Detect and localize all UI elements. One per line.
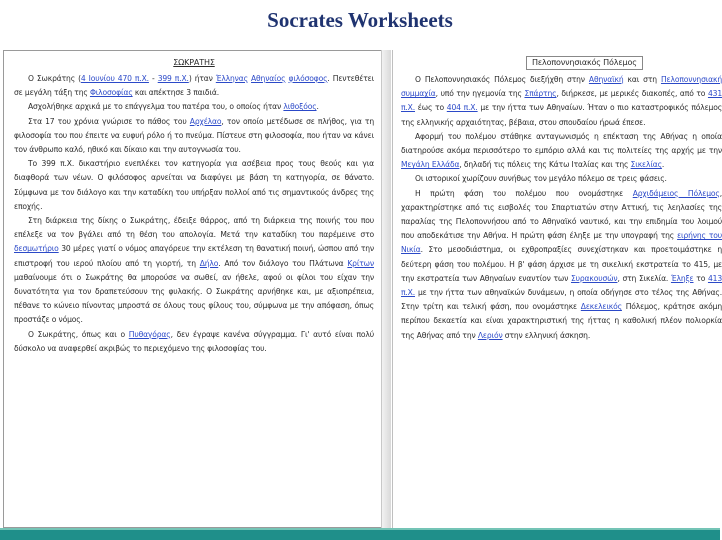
paragraph-text: . — [661, 160, 665, 170]
paragraph-text: 30 μέρες γιατί ο νόμος απαγόρευε την εκτέλεση τη θανατική ποινή, ώσπου από την επιστροφή του ιερού πλοίου από τη γιορτή, τη — [14, 244, 374, 268]
document-heading: ΣΩΚΡΑΤΗΣ — [173, 58, 215, 67]
paragraph-text: στην ελληνική άσκηση. — [502, 330, 591, 340]
hyperlink[interactable]: λιθοξόος — [283, 102, 317, 112]
paragraph-text: , δηλαδή τις πόλεις της Κάτω Ιταλίας και της — [459, 160, 631, 170]
hyperlink[interactable]: Δεκελεικός — [580, 302, 622, 312]
scrollbar-gutter[interactable] — [381, 50, 391, 528]
paragraph-text: έως το — [415, 103, 447, 113]
paragraph-text: , διήρκεσε, με μερικές διακοπές, από το — [556, 89, 708, 99]
hyperlink[interactable]: Έλληνας — [215, 74, 248, 83]
hyperlink[interactable]: 4 Ιουνίου 470 π.Χ. — [80, 74, 149, 83]
paragraph-text: Αφορμή του πολέμου στάθηκε ανταγωνισμός η επέκταση της Αθήνας η οποία διατηρούσε ακόμα περισσότερο το εμπόριο αλλά και τις πολιτείες της αρχής με την — [401, 131, 722, 156]
hyperlink[interactable]: δεσμωτήριο — [14, 244, 59, 254]
paragraph-text: με την ήττα των αθηναϊκών δυνάμεων, η οποία οδήγησε στο τέλος της Αθήνας. Στην τρίτη και τελική φάση, που ονομάστηκε — [401, 288, 722, 312]
hyperlink[interactable]: Συρακουσών — [570, 273, 618, 283]
hyperlink[interactable]: ειρήνης του Νικία — [401, 231, 722, 255]
paragraph — [401, 130, 722, 173]
hyperlink[interactable]: Αρχιδάμειος Πόλεμος — [632, 188, 720, 198]
paragraph-text: . Από τον διάλογο του Πλάτωνα — [218, 258, 348, 268]
paragraph-text: Στα 17 του χρόνια γνώρισε το πάθος του — [28, 116, 190, 126]
paragraph-text: με την ήττα των Αθηναίων. Ήταν ο πιο καταστροφικός πόλεμος της ελληνικής αρχαιότητας, βέβαια, στου σπουδαίου ήρωά έπεσε. — [401, 103, 722, 127]
hyperlink[interactable]: 399 π.Χ. — [157, 74, 189, 83]
hyperlink[interactable]: Λεριόν — [477, 330, 503, 340]
paragraph — [14, 100, 374, 114]
paragraph-text: το — [693, 273, 708, 283]
hyperlink[interactable]: Κρίτων — [347, 258, 374, 268]
slide-title: Socrates Worksheets — [267, 8, 453, 32]
hyperlink[interactable]: Μεγάλη Ελλάδα — [401, 160, 460, 170]
paragraph-text: Ο Σωκράτης, όπως και ο — [28, 329, 129, 339]
hyperlink[interactable]: Πυθαγόρας — [128, 329, 171, 339]
hyperlink[interactable]: Αθηναϊκή — [588, 75, 624, 84]
paragraph-text: , στη Σικελία. — [617, 273, 671, 283]
paragraph-text: ) ήταν — [188, 74, 216, 83]
paragraph-text: και στη — [623, 75, 661, 84]
paragraph-text: μαθαίνουμε ότι ο Σωκράτης θα μπορούσε να σωθεί, αν ήθελε, αφού οι φίλοι του είχαν την δυνατότητα για τον δραπετεύσουν της φυλακής. Ο Σωκράτης αρνήθηκε και, με αξιοπρέπεια, πέθανε το κώνειο πίνοντας μπροστά σε όλους τους φίλους του, σύμφωνα με την απόφαση, όπως προστάζε ο νόμος. — [14, 272, 374, 325]
paragraph-text: , τον οποίο μετέδωσε σε πλήθος, για τη φιλοσοφία του που έπειτε να ευφυή ρόλο ή το πνεύμα. Πίστευε στη φιλοσοφία, που ήταν να κάνει τον άνθρωπο καλό, ηθικό και δίκαιο και την αυτογνωσία του. — [14, 116, 374, 155]
paragraph-text: Ο Πελοποννησιακός Πόλεμος διεξήχθη στην — [415, 75, 589, 84]
paragraph — [14, 157, 374, 214]
paragraph-text: - — [148, 74, 158, 83]
paragraph — [14, 328, 374, 356]
hyperlink[interactable]: 413 π.Χ. — [401, 273, 722, 298]
hyperlink[interactable]: Πελοποννησιακή συμμαχία — [401, 75, 722, 99]
hyperlink[interactable]: 404 π.Χ. — [446, 103, 478, 113]
hyperlink[interactable]: φιλόσοφος — [288, 74, 328, 83]
paragraph-text: Πόλεμος, κράτησε ακόμη περίπου δεκαετία και είναι χαρακτηριστική της ήττας η καθολική πλέον πολιορκία της Αθήνας από την — [401, 302, 722, 340]
paragraph-text: , δεν έγραψε κανένα σύγγραμμα. Γι' αυτό είναι πολύ δύσκολο να αναφερθεί ακριβώς το περιεχόμενο της φιλοσοφίας του. — [14, 329, 374, 353]
bottom-accent-bar — [0, 528, 720, 540]
hyperlink[interactable]: Αθηναίος — [251, 74, 286, 83]
paragraph-text: . — [316, 102, 319, 112]
hyperlink[interactable]: Αρχέλαο — [189, 116, 222, 126]
right-document-panel[interactable] — [392, 50, 722, 528]
paragraph-text: Στη διάρκεια της δίκης ο Σωκράτης, έδειξε θάρρος, από τη διάρκεια της ποινής του που επέλεξε να τον βγάλει από τη θέση του απολογία. Μετά την καταδίκη του παρέμεινε στο — [14, 216, 374, 240]
paragraph — [14, 214, 374, 328]
paragraph-text: Οι ιστορικοί χωρίζουν συνήθως τον μεγάλο πόλεμο σε τρεις φάσεις. — [415, 174, 667, 184]
paragraph-text: Ο Σωκράτης ( — [28, 74, 81, 83]
left-document-panel[interactable] — [3, 50, 385, 528]
paragraph-text: και απέκτησε 3 παιδιά. — [132, 88, 219, 98]
hyperlink[interactable]: Σπάρτης — [524, 89, 557, 99]
paragraph — [14, 72, 374, 100]
hyperlink[interactable]: Δήλο — [199, 258, 219, 268]
paragraph — [401, 172, 722, 186]
hyperlink[interactable]: 431 π.Χ. — [401, 89, 722, 113]
paragraph-text: Η πρώτη φάση του πολέμου που ονομάστηκε — [415, 188, 633, 198]
paragraph-text: , χαρακτηρίστηκε από τις εισβολές του Σπαρτιατών στην Αττική, τις λεηλασίες της παραλίας της Πελοποννήσου από το Αθηναϊκό ναυτικό, και την επιδημία του λοιμού που αποδεκάτισε την Αθήνα. Η πρώτη φάση έληξε με την υπογραφή της — [401, 188, 722, 241]
document-heading: Πελοποννησιακός Πόλεμος — [526, 56, 643, 70]
paragraph-text: Ασχολήθηκε αρχικά με το επάγγελμα του πατέρα του, ο οποίος ήταν — [28, 102, 284, 112]
paragraph-text: . Πεντεθέτει σε μεγάλη τάξη της — [14, 74, 374, 98]
paragraph-text: Το 399 π.Χ. δικαστήριο ενεπλέκει τον κατηγορία για ασέβεια προς τους θεούς και για διαφθορά των νέων. Ο φιλόσοφος αρνείται να διαφύγει με βάση τη κατηγορία, σε θάνατο. Σύμφωνα με τον διάλογο και την καταδίκη του υπήρξαν πολλοί από τις σημαντικούς άνδρες της εποχής. — [14, 159, 374, 211]
paragraph-text: . Στο μεσοδιάστημα, οι εχθροπραξίες συνεχίστηκαν και προετοιμάστηκε η δεύτερη φάση του πολέμου. Η β' φάση άρχισε με τη σικελική εκστρατεία το 415, με την εκστρατεία των Αθηναίων εναντίον των — [401, 245, 722, 283]
hyperlink[interactable]: Έληξε — [670, 273, 694, 283]
paragraph — [14, 115, 374, 158]
hyperlink[interactable]: Φιλοσοφίας — [89, 88, 133, 98]
hyperlink[interactable]: Σικελίας — [630, 160, 662, 170]
paragraph — [401, 187, 722, 343]
paragraph — [401, 73, 722, 130]
paragraph-text: , υπό την ηγεμονία της — [435, 89, 525, 99]
